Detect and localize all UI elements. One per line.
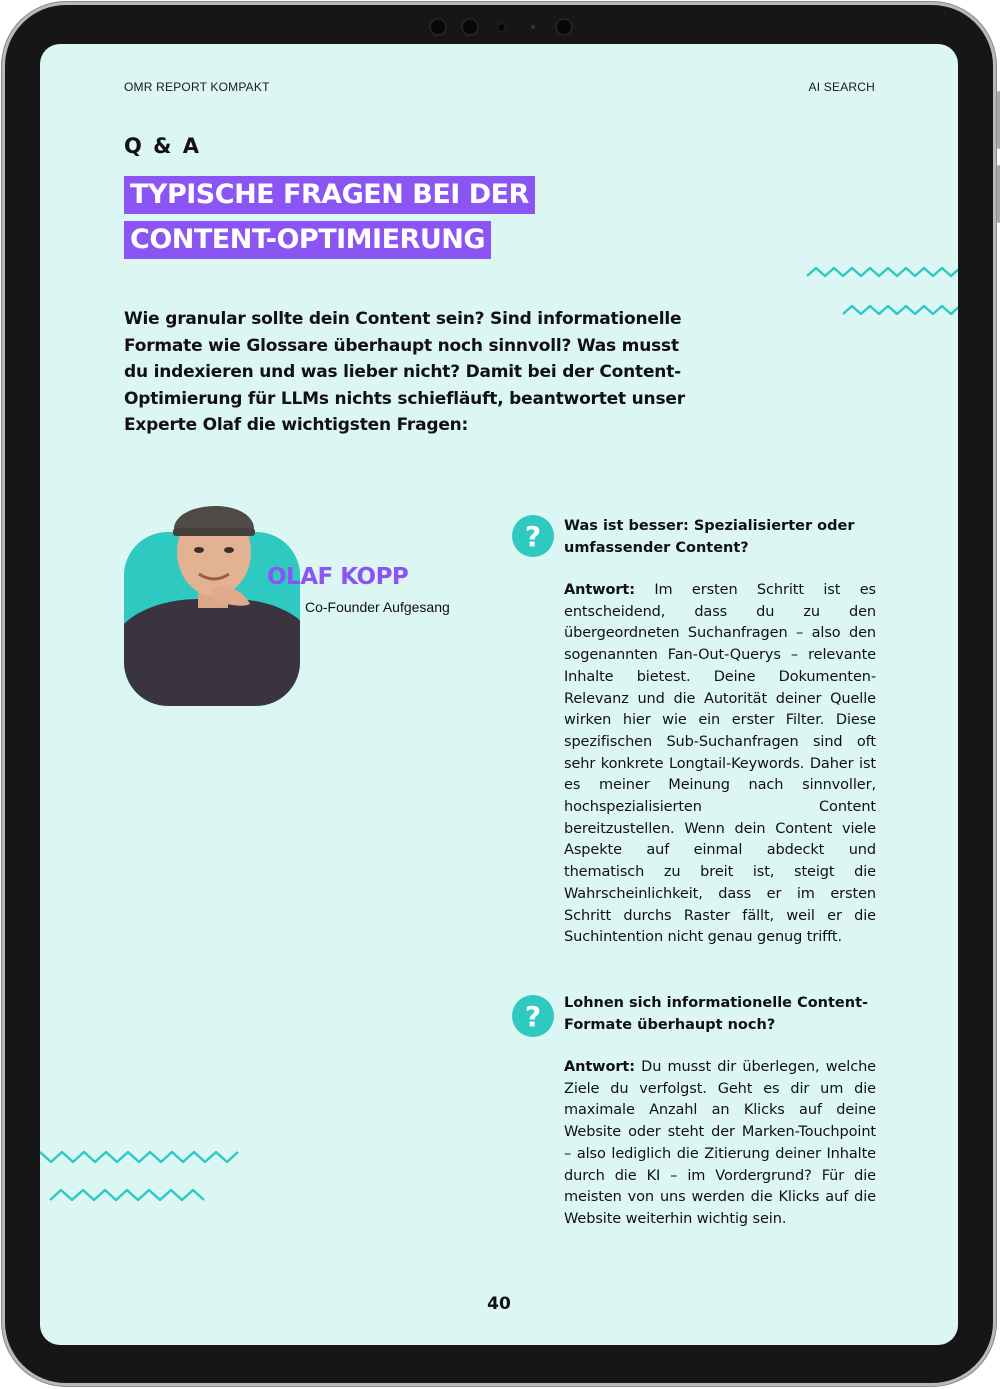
answer-2: [564, 1057, 876, 1231]
question-mark-circle-icon: [512, 515, 554, 557]
answer-1-label: Antwort:: [564, 582, 635, 598]
wave-decoration-bottom: [40, 1140, 250, 1210]
running-header-left: OMR REPORT KOMPAKT: [124, 80, 270, 94]
question-1: Was ist besser: Spezialisierter oder umfassender Content?: [564, 518, 855, 556]
expert-portrait: [124, 492, 304, 712]
expert-role: Co-Founder Aufgesang: [305, 599, 450, 615]
camera-icon: [555, 18, 573, 36]
answer-2-text: Du musst dir überlegen, welche Ziele du verfolgst. Geht es dir um die maximale Anzahl an Klicks auf deine Website oder steht der Marken-Touchpoint – also lediglich die Zitierung deiner Inhalte durch die KI – im Vordergrund? Für die meisten von uns werden die Klicks auf die Website weiterhin wichtig sein.: [564, 1059, 876, 1227]
sensor-icon: [531, 25, 535, 29]
page-title-line-2: CONTENT-OPTIMIERUNG: [124, 221, 491, 259]
page: [40, 44, 958, 1345]
wave-decoration-top: [805, 254, 958, 324]
question-2: Lohnen sich informationelle Content-Formate überhaupt noch?: [564, 995, 869, 1033]
camera-icon: [461, 18, 479, 36]
answer-1-text: Im ersten Schritt ist es entscheidend, dass du zu den übergeordneten Suchanfragen – also den sogenannten Fan-Out-Querys – relevante Inhalte bietest. Deine Dokumenten-Relevanz und die Autorität deiner Quelle wirken hier wie ein erster Filter. Diese spezifischen Sub-Suchanfragen sind oft sehr konkrete Longtail-Keywords. Daher ist es meiner Meinung nach sinnvoller, hochspezialisierten Content bereitzustellen. Wenn dein Content viele Aspekte auf einmal abdeckt und thematisch zu breit ist, steigt die Wahrscheinlichkeit, dass er im ersten Schritt durchs Raster fällt, weil er die Suchintention nicht genau genug trifft.: [564, 582, 876, 946]
running-header-right: AI SEARCH: [808, 80, 875, 94]
question-mark-circle-icon: [512, 995, 554, 1037]
section-kicker: Q & A: [124, 134, 202, 158]
page-title-line-1: TYPISCHE FRAGEN BEI DER: [124, 176, 535, 214]
expert-name: OLAF KOPP: [267, 564, 409, 590]
intro-paragraph: Wie granular sollte dein Content sein? Sind informationelle Formate wie Glossare überhaupt noch sinnvoll? Was musst du indexieren und was lieber nicht? Damit bei der Content-Optimierung für LLMs nichts schiefläuft, beantwortet unser Experte Olaf die wichtigsten Fragen:: [124, 309, 685, 435]
svg-text:?: ?: [524, 1000, 542, 1033]
answer-1: [564, 580, 876, 949]
sensor-icon: [497, 23, 506, 32]
camera-icon: [429, 18, 447, 36]
svg-text:?: ?: [524, 520, 542, 553]
answer-2-label: Antwort:: [564, 1059, 635, 1075]
page-number: 40: [487, 1294, 511, 1314]
